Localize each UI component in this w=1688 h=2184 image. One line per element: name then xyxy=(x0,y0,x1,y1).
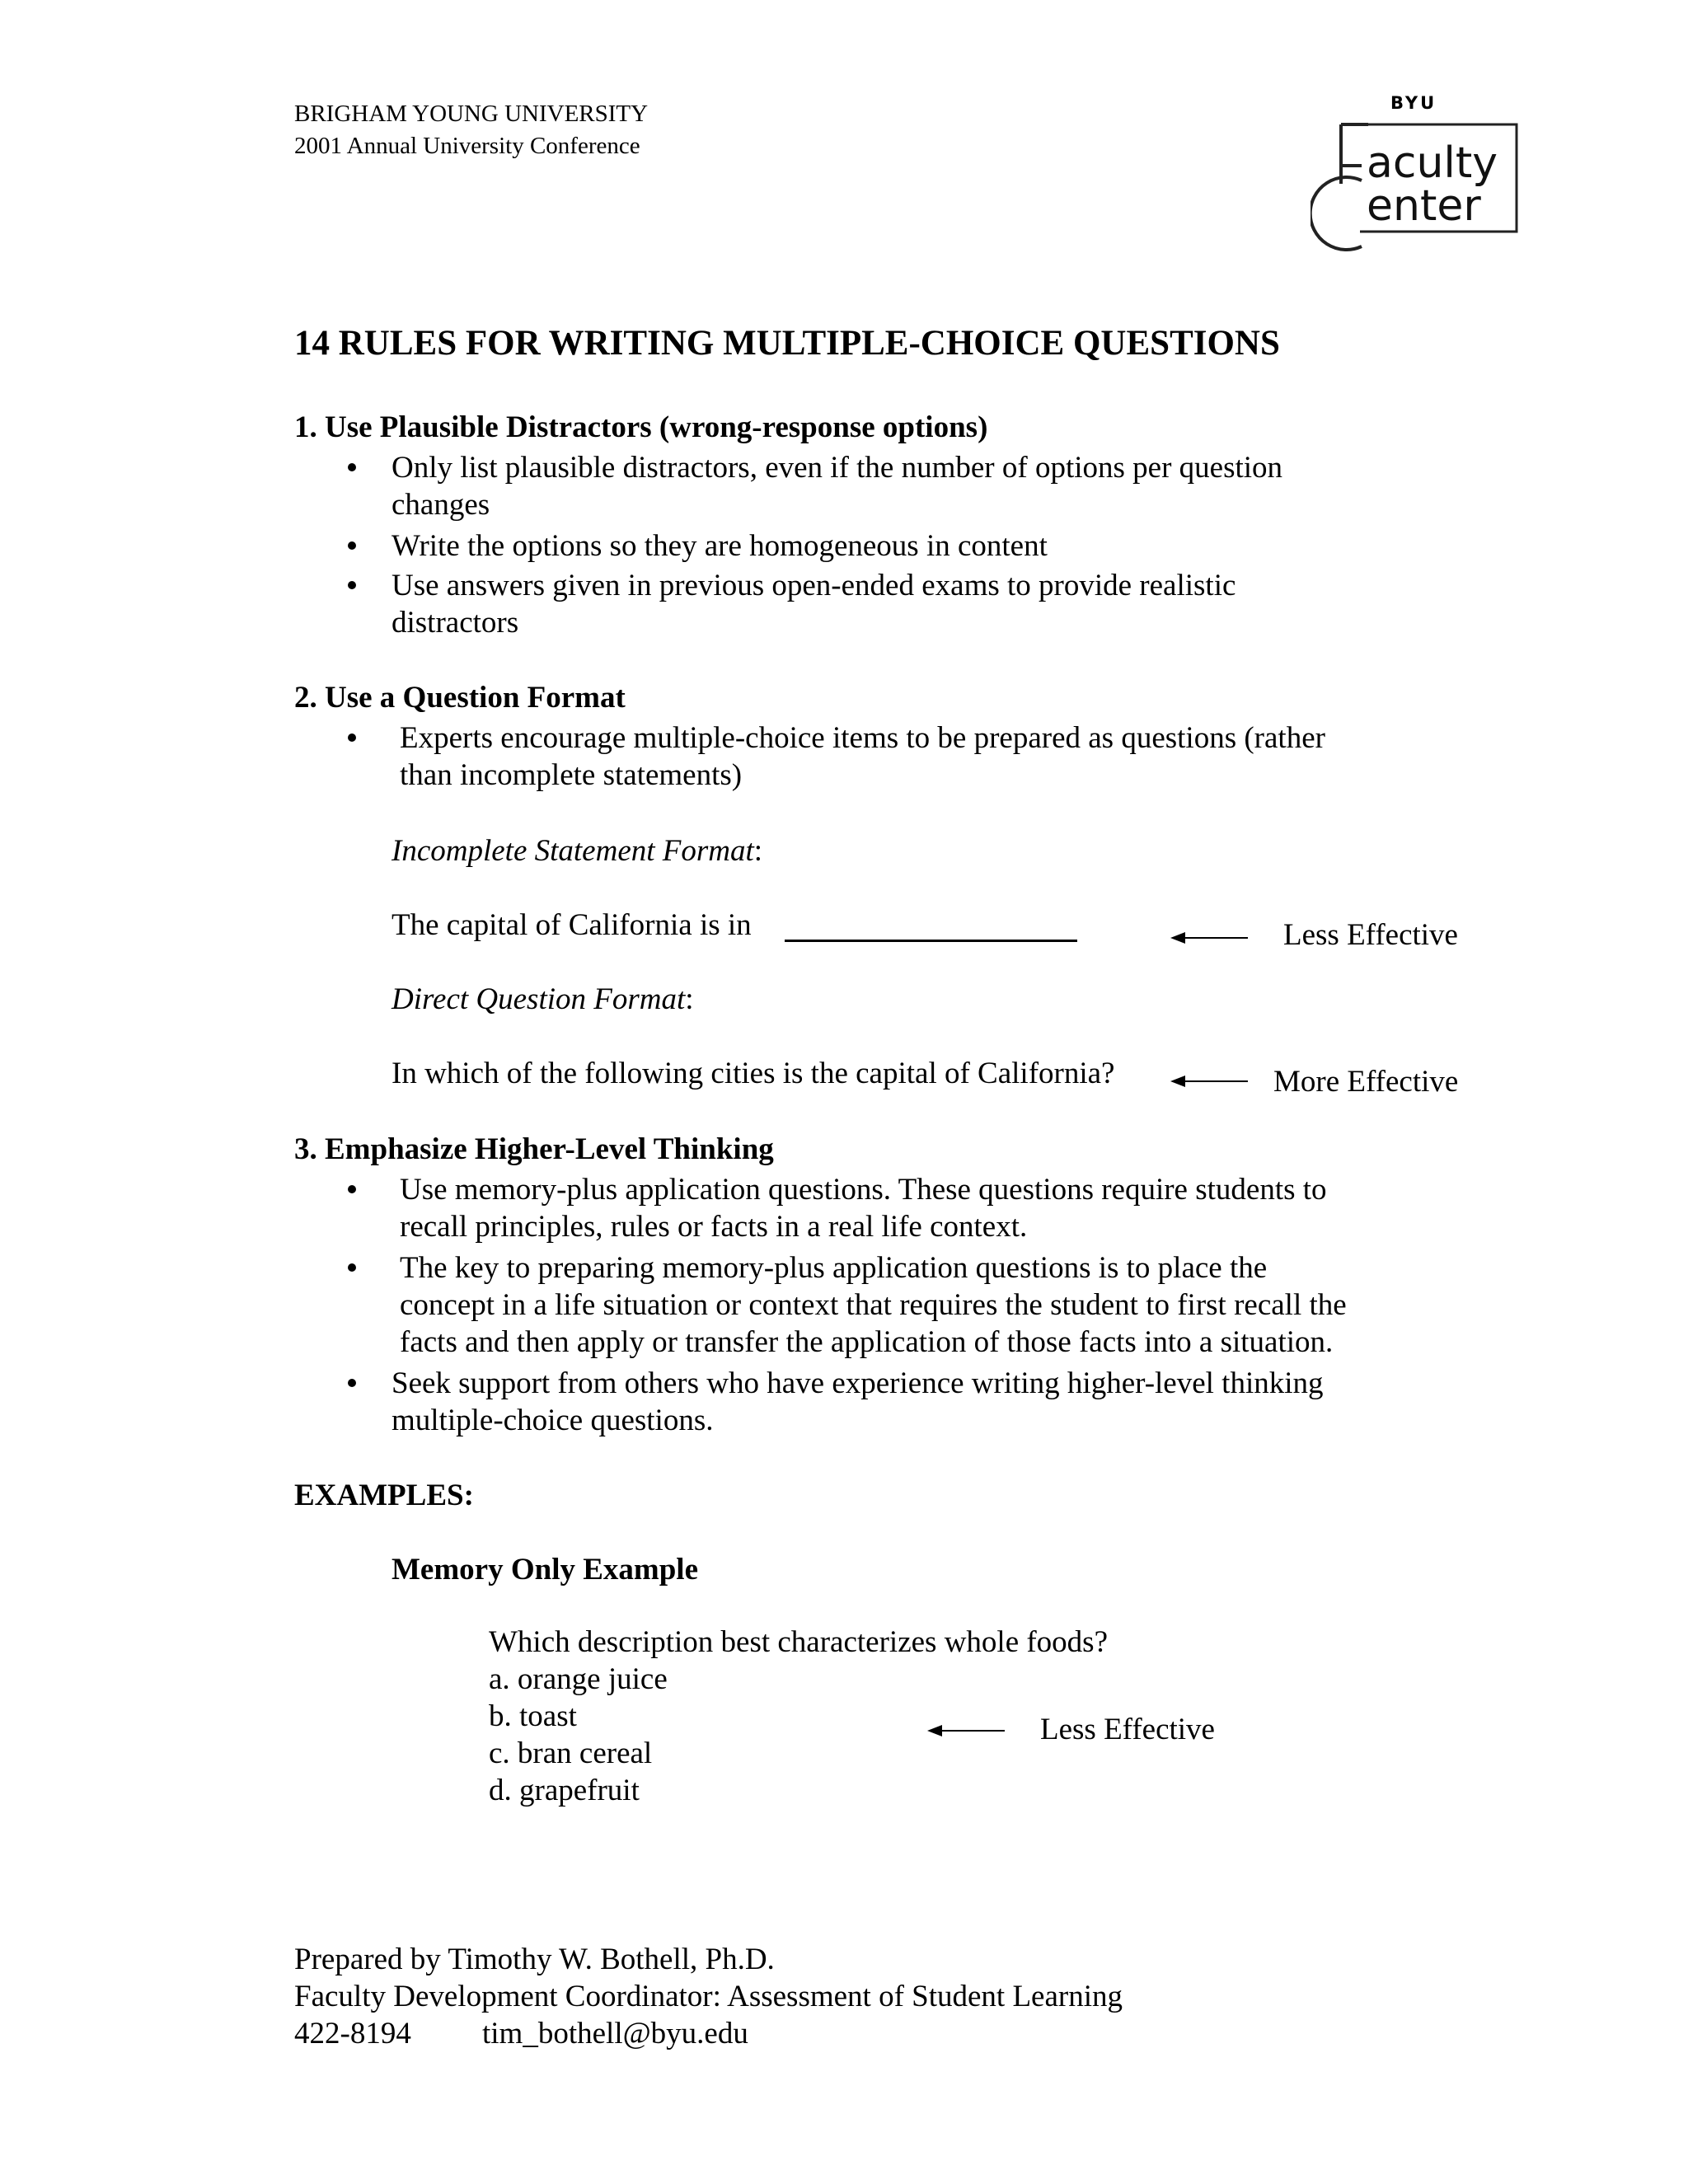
rule-1-heading: 1. Use Plausible Distractors (wrong-response options) xyxy=(294,410,988,444)
rule-1-bullet-2: Write the options so they are homogeneous in content xyxy=(392,529,1048,563)
less-effective-label-2: Less Effective xyxy=(1040,1713,1215,1746)
bullet-icon xyxy=(348,1185,356,1193)
rule-3-bullet-1-line-1: Use memory-plus application questions. These questions require students to xyxy=(400,1173,1327,1207)
rule-3-bullet-2-line-3: facts and then apply or transfer the application of those facts into a situation. xyxy=(400,1325,1334,1359)
prepared-by: Prepared by Timothy W. Bothell, Ph.D. xyxy=(294,1943,775,1976)
left-arrow-icon xyxy=(927,1722,1006,1739)
examples-heading: EXAMPLES: xyxy=(294,1479,474,1512)
memory-only-heading: Memory Only Example xyxy=(392,1553,699,1586)
bullet-icon xyxy=(348,541,356,550)
bullet-icon xyxy=(348,1263,356,1272)
less-effective-label-1: Less Effective xyxy=(1283,918,1458,952)
incomplete-format-label: Incomplete Statement Format: xyxy=(392,834,763,868)
rule-3-bullet-1-line-2: recall principles, rules or facts in a real life context. xyxy=(400,1210,1028,1244)
bullet-icon xyxy=(348,463,356,471)
example-option-b: b. toast xyxy=(489,1699,577,1733)
rule-2-bullet-line-2: than incomplete statements) xyxy=(400,758,743,792)
logo-faculty-text: aculty xyxy=(1367,138,1498,188)
phone-number: 422-8194 xyxy=(294,2017,411,2050)
left-arrow-icon xyxy=(1170,1073,1250,1090)
university-name: BRIGHAM YOUNG UNIVERSITY xyxy=(294,101,649,127)
direct-format-label: Direct Question Format: xyxy=(392,982,694,1016)
rule-1-bullet-3-line-1: Use answers given in previous open-ended exams to provide realistic xyxy=(392,569,1236,602)
rule-3-bullet-3-line-1: Seek support from others who have experience writing higher-level thinking xyxy=(392,1366,1324,1400)
rule-1-bullet-3-line-2: distractors xyxy=(392,606,519,640)
left-arrow-icon xyxy=(1170,930,1250,946)
page-title: 14 RULES FOR WRITING MULTIPLE-CHOICE QUESTIONS xyxy=(294,324,1280,363)
rule-1-bullet-1-line-2: changes xyxy=(392,488,490,522)
rule-3-bullet-2-line-1: The key to preparing memory-plus application questions is to place the xyxy=(400,1251,1268,1285)
faculty-center-logo xyxy=(1311,95,1525,251)
example-option-a: a. orange juice xyxy=(489,1662,668,1696)
rule-3-bullet-2-line-2: concept in a life situation or context that requires the student to first recall the xyxy=(400,1288,1347,1322)
bullet-icon xyxy=(348,581,356,589)
rule-2-bullet-line-1: Experts encourage multiple-choice items to be prepared as questions (rather xyxy=(400,721,1325,755)
conference-name: 2001 Annual University Conference xyxy=(294,133,640,159)
rule-2-heading: 2. Use a Question Format xyxy=(294,681,626,715)
rule-3-heading: 3. Emphasize Higher-Level Thinking xyxy=(294,1132,774,1166)
bullet-icon xyxy=(348,733,356,742)
direct-example: In which of the following cities is the capital of California? xyxy=(392,1057,1115,1090)
incomplete-example: The capital of California is in xyxy=(392,908,752,942)
example-option-d: d. grapefruit xyxy=(489,1774,640,1807)
logo-byu-text: BYU xyxy=(1390,95,1437,113)
bullet-icon xyxy=(348,1379,356,1387)
faculty-center-logo-graphic xyxy=(1311,95,1525,251)
example-option-c: c. bran cereal xyxy=(489,1736,653,1770)
coordinator-role: Faculty Development Coordinator: Assessment of Student Learning xyxy=(294,1980,1123,2013)
rule-3-bullet-3-line-2: multiple-choice questions. xyxy=(392,1404,714,1437)
answer-blank-line xyxy=(785,940,1077,942)
example-question: Which description best characterizes whole foods? xyxy=(489,1625,1109,1659)
logo-center-text: enter xyxy=(1367,181,1481,231)
rule-1-bullet-1-line-1: Only list plausible distractors, even if the number of options per question xyxy=(392,451,1283,485)
email-address: tim_bothell@byu.edu xyxy=(482,2017,748,2050)
more-effective-label: More Effective xyxy=(1273,1065,1459,1099)
